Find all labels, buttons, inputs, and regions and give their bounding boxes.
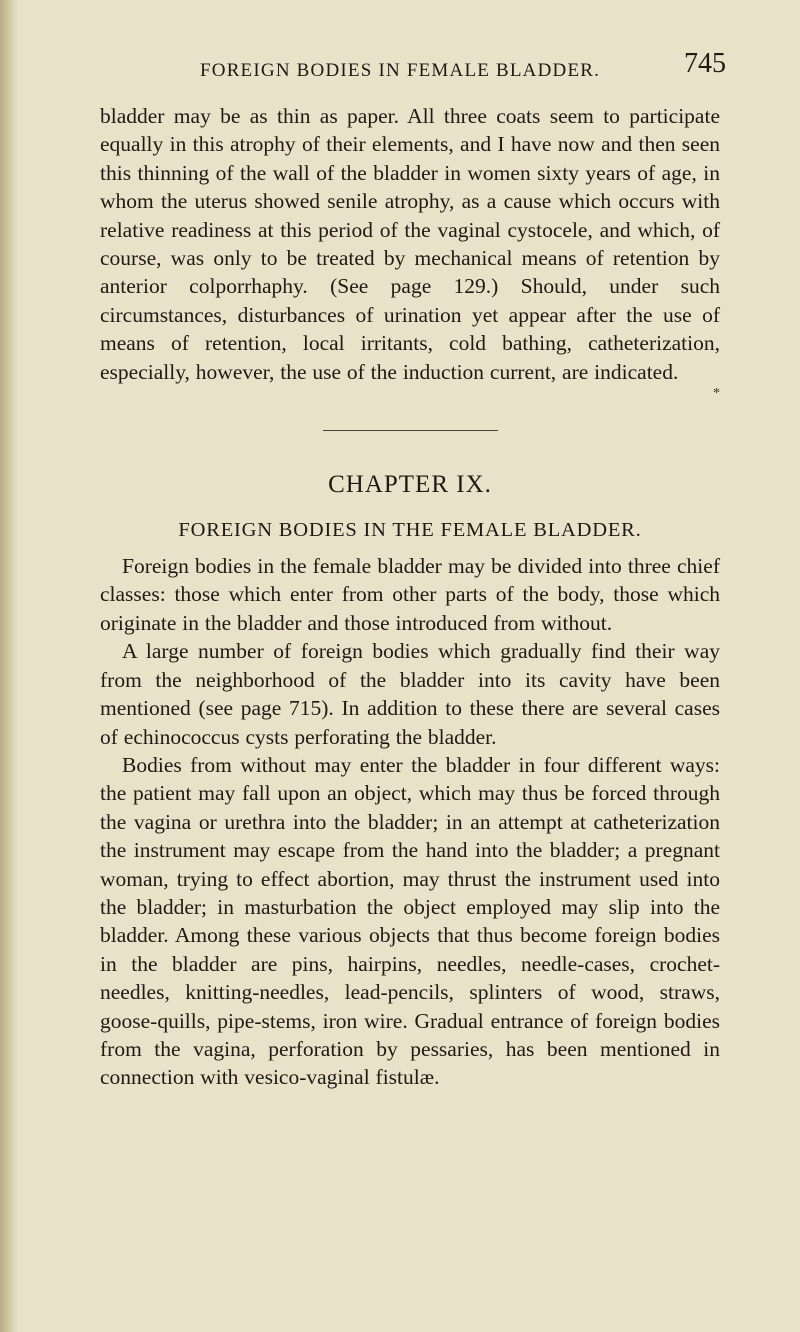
page-gutter-shadow xyxy=(0,0,18,1332)
section-divider xyxy=(323,430,498,431)
paragraph: A large number of foreign bodies which gradually find their way from the neighborhood of the bladder into its cavity have been mentioned (see page 715). In addition to these there are several cases of echinococcus cysts perforating the bladder. xyxy=(100,639,720,749)
margin-mark: * xyxy=(713,386,720,401)
paragraph: Foreign bodies in the female bladder may be divided into three chief classes: those which enter from other parts of the body, those which originate in the bladder and those introduced from without. xyxy=(100,554,720,635)
paragraph: Bodies from without may enter the bladder in four different ways: the patient may fall upon an object, which may thus be forced through the vagina or urethra into the bladder; in an attempt at catheterization the instrument may escape from the hand into the bladder; a pregnant woman, trying to effect abortion, may thrust the instrument used into the bladder; in masturbation the object employed may slip into the bladder. Among these various objects that thus become foreign bodies in the bladder are pins, hairpins, needles, needle-cases, crochet-needles, knitting-needles, lead-pencils, splinters of wood, straws, goose-quills, pipe-stems, iron wire. Gradual entrance of foreign bodies from the vagina, perforation by pessaries, has been mentioned in connection with vesico-vaginal fistulæ. xyxy=(100,752,720,1090)
running-title: FOREIGN BODIES IN FEMALE BLADDER. xyxy=(200,60,601,81)
running-head xyxy=(100,48,726,88)
chapter-title: CHAPTER IX. xyxy=(328,471,492,499)
page-number: 745 xyxy=(684,48,726,79)
paragraph: bladder may be as thin as paper. All three coats seem to participate equally in this atrophy of their elements, and I have now and then seen this thinning of the wall of the bladder in women sixty years of age, in whom the uterus showed senile atrophy, as a cause which occurs with relative readiness at this period of the vaginal cystocele, and which, of course, was only to be treated by mechanical means of retention by anterior colporrhaphy. (See page 129.) Should, under such circumstances, disturbances of urination yet appear after the use of means of retention, local irritants, cold bathing, catheterization, especially, however, the use of the induction current, are indicated. xyxy=(100,104,720,384)
book-page xyxy=(100,48,726,1092)
chapter-subtitle: FOREIGN BODIES IN THE FEMALE BLADDER. xyxy=(178,519,642,542)
